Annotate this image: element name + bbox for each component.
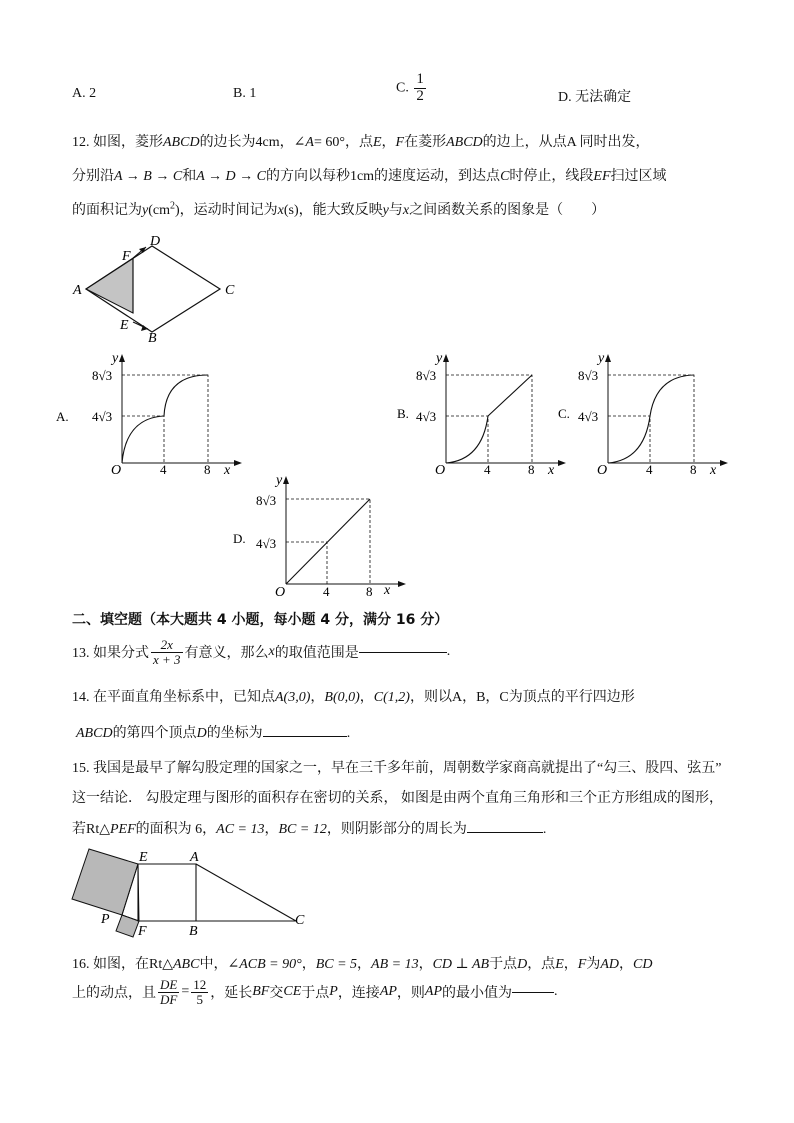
label-b: B xyxy=(189,924,198,939)
text: ，点 xyxy=(527,957,556,972)
math: x xyxy=(277,203,284,218)
large-shaded-square xyxy=(72,849,138,915)
math: ABCD xyxy=(446,135,483,150)
option-label: B. xyxy=(397,406,409,421)
origin: O xyxy=(435,463,446,478)
tick-x2: 8 xyxy=(366,584,373,599)
guide-outer xyxy=(446,375,532,463)
math: y xyxy=(142,203,149,218)
y-label: y xyxy=(436,351,443,366)
tick-y1: 4√3 xyxy=(92,409,113,424)
numerator: 12 xyxy=(193,977,207,992)
denominator: 5 xyxy=(196,991,203,1007)
math: D xyxy=(517,957,528,972)
graph-d xyxy=(230,470,410,602)
text: ，能大致反映 xyxy=(298,203,383,218)
option-c-prefix: C. xyxy=(396,80,409,96)
text: ，连接 xyxy=(337,986,380,1002)
x-label: x xyxy=(710,463,717,478)
label-c: C xyxy=(225,283,235,298)
math: ABCD xyxy=(76,726,113,741)
text: . xyxy=(554,984,558,1000)
guide-outer xyxy=(122,375,208,463)
math: ABCD xyxy=(163,135,200,150)
text: 的边上，从点A 同时出发， xyxy=(482,135,650,150)
squares-figure xyxy=(64,842,314,942)
y-axis-arrow xyxy=(605,354,611,362)
math: D xyxy=(196,726,207,741)
label-e: E xyxy=(120,318,129,333)
tick-x2: 8 xyxy=(690,462,697,477)
graph-b xyxy=(390,346,570,476)
math: BC = 12 xyxy=(278,822,327,837)
y-axis-arrow xyxy=(283,476,289,484)
q15-line2: 这一结论． 勾股定理与图形的面积存在密切的关系， 如图是由两个直角三角形和三个正方形组成的图形， xyxy=(72,791,723,806)
text: 的方向以每秒1cm的速度运动，到达点 xyxy=(265,169,501,184)
math: A → B → C xyxy=(114,169,183,184)
text: 的坐标为 xyxy=(206,726,263,741)
math: x xyxy=(402,203,410,218)
text: 时停止，线段 xyxy=(509,169,594,184)
math: E xyxy=(555,957,564,972)
text: 在菱形 xyxy=(404,135,447,150)
answer-blank[interactable] xyxy=(512,992,554,993)
math: CD ⊥ AB xyxy=(432,957,490,972)
math: F xyxy=(395,135,405,150)
answer-blank[interactable] xyxy=(467,832,543,833)
y-label: y xyxy=(112,351,119,366)
q14-line1: 14. 在平面直角坐标系中，已知点A(3,0)，B(0,0)，C(1,2)，则以A，B，C为顶点的平行四边形 xyxy=(72,690,635,705)
y-axis-arrow xyxy=(119,354,125,362)
text: 14. 在平面直角坐标系中，已知点 xyxy=(72,690,275,705)
tick-y2: 8√3 xyxy=(416,368,437,383)
x-axis-arrow xyxy=(398,581,406,587)
label-f: F xyxy=(138,924,147,939)
text: ，则 xyxy=(396,986,425,1002)
text: 的最小值为 xyxy=(442,986,513,1002)
numerator: DE xyxy=(160,977,178,992)
x-axis-arrow xyxy=(720,460,728,466)
y-axis-arrow xyxy=(443,354,449,362)
option-label: D. xyxy=(233,531,246,546)
text: = 60°，点 xyxy=(313,135,373,150)
math: CD xyxy=(632,957,653,972)
text: . xyxy=(542,822,547,837)
middle-square xyxy=(138,864,196,921)
text: ，运动时间记为 xyxy=(179,203,278,218)
math: AP xyxy=(379,984,397,1000)
tick-y1: 4√3 xyxy=(578,409,599,424)
q12-line3 xyxy=(72,199,605,219)
text: 上的动点，且 xyxy=(72,986,156,1002)
text: ，则阴影部分的周长为 xyxy=(326,822,467,837)
math: EF xyxy=(593,169,611,184)
rhombus-figure xyxy=(66,232,256,347)
tick-y1: 4√3 xyxy=(416,409,437,424)
tick-y1: 4√3 xyxy=(256,536,277,551)
y-label: y xyxy=(598,351,605,366)
tick-x1: 4 xyxy=(323,584,330,599)
math: x xyxy=(268,644,275,660)
answer-blank[interactable] xyxy=(359,652,447,653)
guide-inner xyxy=(122,416,164,463)
math: AC = 13 xyxy=(216,822,265,837)
text: 有意义，那么 xyxy=(184,646,269,662)
numerator: 2x xyxy=(151,638,183,653)
text: 于点 xyxy=(301,986,330,1002)
math: C xyxy=(500,169,510,184)
math: F xyxy=(577,957,587,972)
superscript: 2 xyxy=(169,200,175,212)
curve xyxy=(608,375,694,463)
option-b: B. 1 xyxy=(233,86,257,101)
label-d: D xyxy=(150,234,161,249)
text: 13. 如果分式 xyxy=(72,646,149,662)
graph-a xyxy=(56,346,246,478)
tick-x1: 4 xyxy=(484,462,491,477)
math: B(0,0) xyxy=(324,690,360,705)
text: . xyxy=(446,644,451,660)
math: A xyxy=(305,135,314,150)
math: P xyxy=(329,984,338,1000)
denominator: x + 3 xyxy=(153,651,181,667)
option-label: C. xyxy=(558,406,570,421)
origin: O xyxy=(111,463,122,478)
text: 分别沿 xyxy=(72,169,114,184)
text: 交 xyxy=(269,986,284,1002)
text: ，延长 xyxy=(210,986,253,1002)
math: AB = 13 xyxy=(371,957,419,972)
text: 扫过区域 xyxy=(610,169,667,184)
text: = xyxy=(181,984,190,1000)
label-a: A xyxy=(190,850,199,865)
label-f: F xyxy=(122,249,131,264)
x-label: x xyxy=(548,463,555,478)
math: ABC xyxy=(173,957,200,972)
text: ， xyxy=(381,135,396,150)
math: A → D → C xyxy=(196,169,266,184)
text: ，则以A，B，C为顶点的平行四边形 xyxy=(409,690,635,705)
math: PEF xyxy=(110,822,136,837)
origin: O xyxy=(275,585,286,600)
text: (cm xyxy=(148,203,170,218)
text: 之间函数关系的图象是（ ） xyxy=(409,203,606,218)
text: 中，∠ xyxy=(199,957,240,972)
curve xyxy=(446,375,532,463)
q16-fraction-right xyxy=(191,978,208,1006)
text: (s) xyxy=(283,203,299,218)
text: 16. 如图，在Rt△ xyxy=(72,957,173,972)
graph-c xyxy=(552,346,732,476)
text: 与 xyxy=(388,203,403,218)
label-p: P xyxy=(101,912,110,927)
q13 xyxy=(72,638,450,666)
small-shaded-square xyxy=(116,915,139,937)
q14-line2 xyxy=(76,722,350,742)
fraction-denominator: 2 xyxy=(416,87,424,104)
q15-line1: 15. 我国是最早了解勾股定理的国家之一，早在三千多年前，周朝数学家商高就提出了“勾三、股四、弦五” xyxy=(72,761,722,776)
math: AD xyxy=(600,957,619,972)
tick-y2: 8√3 xyxy=(92,368,113,383)
text: 12. 如图，菱形 xyxy=(72,135,163,150)
text: 的第四个顶点 xyxy=(112,726,197,741)
option-a: A. 2 xyxy=(72,86,97,101)
option-c-fraction xyxy=(414,72,426,105)
text: 的取值范围是 xyxy=(274,646,359,662)
math: BF xyxy=(252,984,270,1000)
tick-y2: 8√3 xyxy=(578,368,599,383)
section-title: 二、填空题（本大题共 4 小题，每小题 4 分，满分 16 分） xyxy=(72,612,449,628)
text: 于点 xyxy=(489,957,518,972)
answer-blank[interactable] xyxy=(263,736,347,737)
option-d: D. 无法确定 xyxy=(558,90,632,105)
label-c: C xyxy=(295,913,305,928)
text: 的面积记为 xyxy=(72,203,142,218)
q16-line1: 16. 如图，在Rt△ABC中，∠ACB = 90°，BC = 5，AB = 13，CD ⊥ AB于点D，点E，F为AD，CD xyxy=(72,957,653,972)
q16-fraction-left xyxy=(158,978,179,1006)
option-label: A. xyxy=(56,409,69,424)
y-label: y xyxy=(276,473,283,488)
math: ACB = 90° xyxy=(239,957,302,972)
q12-line1 xyxy=(72,131,650,151)
text: 的面积为 6， xyxy=(135,822,217,837)
tick-x2: 8 xyxy=(528,462,535,477)
math: A(3,0) xyxy=(275,690,311,705)
math: C(1,2) xyxy=(373,690,410,705)
x-axis-arrow xyxy=(234,460,242,466)
denominator: DF xyxy=(160,991,178,1007)
guide-outer xyxy=(608,375,694,463)
tick-x2: 8 xyxy=(204,462,211,477)
q15-line3: 若Rt△PEF的面积为 6，AC = 13，BC = 12，则阴影部分的周长为 . xyxy=(72,822,547,837)
tick-x1: 4 xyxy=(646,462,653,477)
origin: O xyxy=(597,463,608,478)
q12-line2 xyxy=(72,165,667,185)
label-b: B xyxy=(148,331,157,346)
text: 的边长为4cm，∠ xyxy=(199,135,306,150)
math: AP xyxy=(424,984,443,1000)
curve xyxy=(286,499,370,584)
label-e: E xyxy=(139,850,148,865)
q16-line2 xyxy=(72,978,558,1006)
math: CE xyxy=(283,984,302,1000)
math: E xyxy=(372,135,382,150)
text: 为 xyxy=(586,957,601,972)
text: . xyxy=(346,726,351,741)
math: y xyxy=(382,203,389,218)
tick-x1: 4 xyxy=(160,462,167,477)
x-label: x xyxy=(384,583,391,598)
math: BC = 5 xyxy=(315,957,358,972)
x-label: x xyxy=(224,463,231,478)
fraction-numerator: 1 xyxy=(416,71,424,87)
text: ) xyxy=(174,203,180,218)
text: 和 xyxy=(182,169,197,184)
q13-fraction xyxy=(151,638,183,666)
hypotenuse-ac xyxy=(196,864,296,921)
curve xyxy=(122,375,208,463)
text: 若Rt△ xyxy=(72,822,110,837)
option-c xyxy=(396,72,428,105)
label-a: A xyxy=(73,283,82,298)
tick-y2: 8√3 xyxy=(256,493,277,508)
